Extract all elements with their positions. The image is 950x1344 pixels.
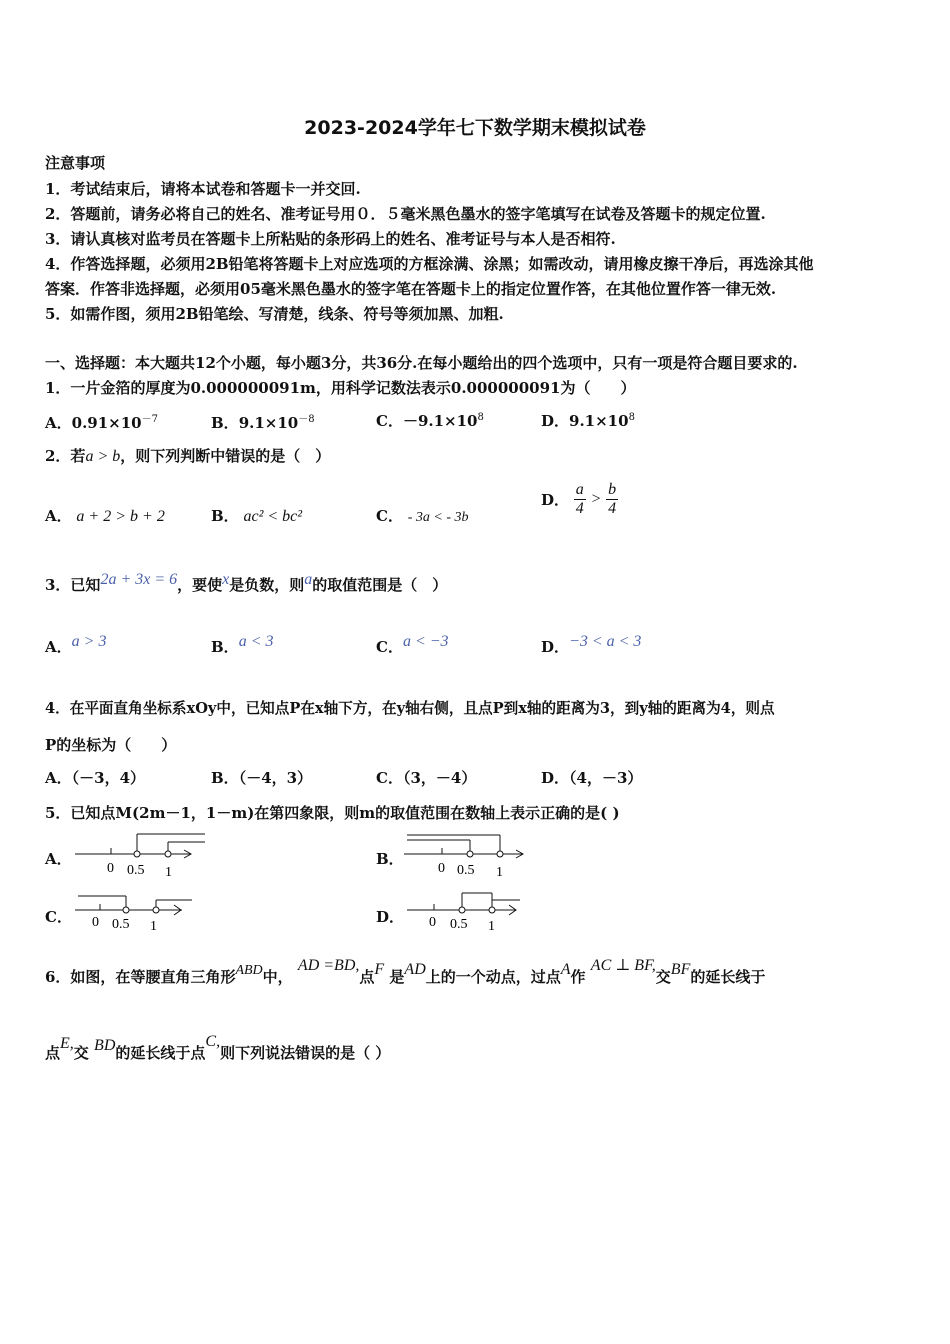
q2-option-c: C． - 3a < - 3b <box>376 507 469 525</box>
q4-option-d: D．（4，－3） <box>541 769 643 787</box>
tick-label: 1 <box>496 865 503 880</box>
section-heading: 一、选择题：本大题共12个小题，每小题3分，共36分.在每小题给出的四个选项中，只有一项是符合题目要求的. <box>45 354 798 372</box>
q3-option-a: A．a > 3 <box>45 633 107 656</box>
q2-option-d: D． $\frac{a}{4}$ > $\frac{b}{4}$ <box>541 481 617 517</box>
question-2-stem: 2．若a > b，则下列判断中错误的是（ ） <box>45 447 331 465</box>
tick-label: 0 <box>107 861 114 876</box>
q1-option-a: A．$0.91\times 10^{-7}$ <box>45 414 158 432</box>
notice-item: 答案．作答非选择题，必须用05毫米黑色墨水的签字笔在答题卡上的指定位置作答，在其他位置作答一律无效. <box>45 280 777 298</box>
notice-heading: 注意事项 <box>45 154 106 172</box>
q2-option-b: B． ac² < bc² <box>211 507 303 525</box>
q3-option-c: C．a < −3 <box>376 633 449 656</box>
question-4-stem: 4．在平面直角坐标系xOy中，已知点P在x轴下方，在y轴右侧，且点P到x轴的距离为3，到y轴的距离为4，则点 <box>45 700 775 717</box>
tick-label: 0.5 <box>112 917 130 932</box>
q4-option-b: B．（－4，3） <box>211 769 313 787</box>
question-6-stem-cont: 点E,交 BD的延长线于点C,则下列说法错误的是（ ） <box>45 1033 391 1062</box>
q5-option-b-number-line <box>402 830 532 882</box>
q5-option-b-label: B． <box>376 850 404 868</box>
tick-label: 1 <box>488 919 495 934</box>
question-1-stem: 1．一片金箔的厚度为0.000000091m，用科学记数法表示0.000000091为（ ） <box>45 379 636 397</box>
tick-label: 1 <box>165 865 172 880</box>
tick-label: 0 <box>438 861 445 876</box>
question-4-stem-cont: P的坐标为（ ） <box>45 736 177 754</box>
question-3-stem: 3．已知2a + 3x = 6，要使x是负数，则a的取值范围是（ ） <box>45 571 448 594</box>
tick-label: 0.5 <box>127 863 145 878</box>
tick-label: 0 <box>92 915 99 930</box>
notice-item: 5．如需作图，须用2B铅笔绘、写清楚，线条、符号等须加黑、加粗. <box>45 305 504 323</box>
tick-label: 0 <box>429 915 436 930</box>
notice-item: 1．考试结束后，请将本试卷和答题卡一并交回. <box>45 180 361 198</box>
q5-option-d-number-line <box>402 888 532 940</box>
q5-option-c-label: C． <box>45 908 72 926</box>
question-5-stem: 5．已知点M(2m－1，1－m)在第四象限，则m的取值范围在数轴上表示正确的是( ) <box>45 804 620 822</box>
tick-label: 1 <box>150 919 157 934</box>
question-6-stem: 6．如图，在等腰直角三角形ABD中， AD =BD,点F 是AD上的一个动点，过点A作 AC ⊥ BF,交BF的延长线于 <box>45 957 766 986</box>
notice-item: 2．答题前，请务必将自己的姓名、准考证号用０．５毫米黑色墨水的签字笔填写在试卷及答题卡的规定位置. <box>45 205 766 223</box>
q1-option-d: D．$9.1\times 10^8$ <box>541 412 635 430</box>
notice-item: 4．作答选择题，必须用2B铅笔将答题卡上对应选项的方框涂满、涂黑；如需改动，请用橡皮擦干净后，再选涂其他 <box>45 255 814 273</box>
q2-option-a: A． a + 2 > b + 2 <box>45 507 165 525</box>
q1-option-b: B．$9.1\times 10^{-8}$ <box>211 414 315 432</box>
q5-option-d-label: D． <box>376 908 405 926</box>
q4-option-c: C．（3，－4） <box>376 769 477 787</box>
tick-label: 0.5 <box>457 863 475 878</box>
q5-option-a-label: A． <box>45 850 72 868</box>
q1-option-c: C．$-9.1\times 10^8$ <box>376 412 484 430</box>
tick-label: 0.5 <box>450 917 468 932</box>
q3-option-d: D．−3 < a < 3 <box>541 633 642 656</box>
q5-option-c-number-line <box>70 888 200 940</box>
notice-item: 3．请认真核对监考员在答题卡上所粘贴的条形码上的姓名、准考证号与本人是否相符. <box>45 230 616 248</box>
q3-option-b: B．a < 3 <box>211 633 274 656</box>
q4-option-a: A．（－3，4） <box>45 769 146 787</box>
q5-option-a-number-line <box>70 830 220 882</box>
page-title: 2023-2024学年七下数学期末模拟试卷 <box>304 117 646 139</box>
